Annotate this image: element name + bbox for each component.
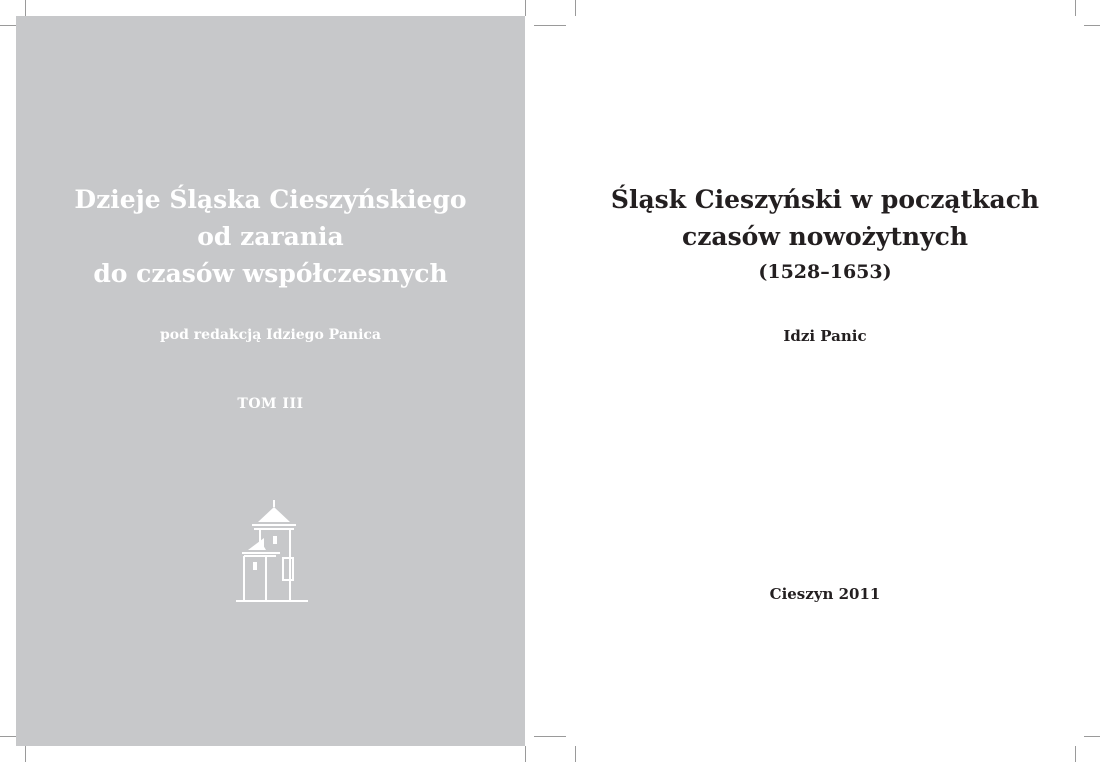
crop-mark (1075, 746, 1076, 762)
crop-mark (534, 736, 566, 737)
book-years: (1528–1653) (758, 261, 892, 283)
book-title-page (575, 16, 1075, 746)
series-title (16, 181, 525, 292)
series-title-line: Dzieje Śląska Cieszyńskiego (74, 185, 467, 214)
crop-mark (0, 25, 16, 26)
crop-mark (1084, 736, 1100, 737)
author-name: Idzi Panic (783, 327, 867, 345)
crop-mark (525, 0, 526, 16)
crop-mark (1084, 25, 1100, 26)
series-title-page (16, 16, 525, 746)
crop-mark (575, 746, 576, 762)
crop-mark (1075, 0, 1076, 16)
publication-imprint: Cieszyn 2011 (769, 585, 881, 603)
book-title-line: Śląsk Cieszyński w początkach (610, 185, 1040, 214)
series-title-line: od zarania (197, 222, 344, 251)
crop-mark (525, 746, 526, 762)
crop-mark (534, 25, 566, 26)
crop-mark (25, 0, 26, 16)
crop-mark (0, 736, 16, 737)
book-title-line: czasów nowożytnych (681, 222, 968, 251)
series-title-line: do czasów współczesnych (93, 259, 448, 288)
crop-mark (25, 746, 26, 762)
book-title (575, 181, 1075, 255)
crop-mark (575, 0, 576, 16)
volume-label: TOM III (237, 396, 304, 412)
editor-credit: pod redakcją Idziego Panica (160, 327, 381, 343)
church-tower-logo-icon (234, 498, 310, 602)
